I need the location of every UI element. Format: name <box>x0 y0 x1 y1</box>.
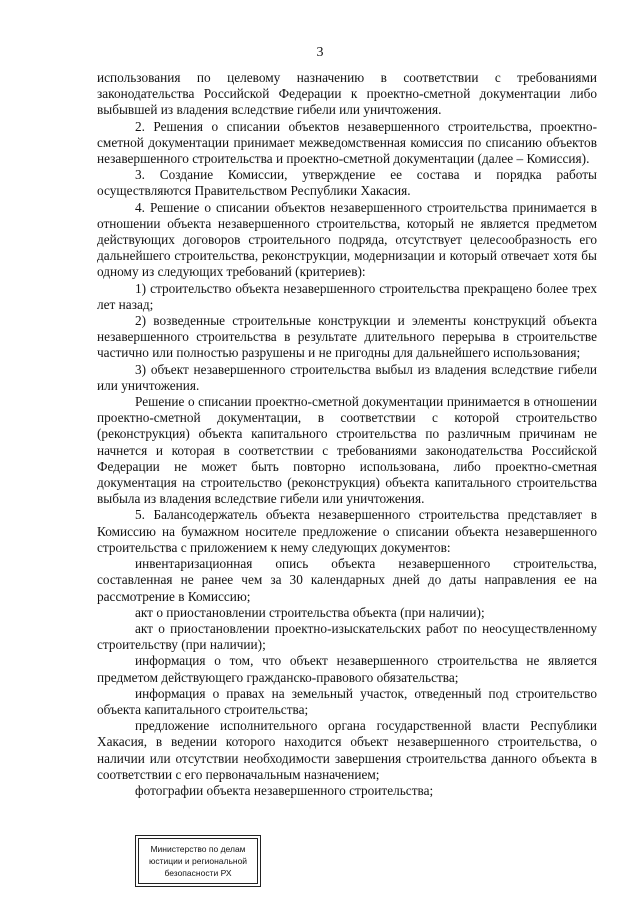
document-list-item: фотографии объекта незавершенного строительства; <box>135 782 434 798</box>
document-list-item: информация о правах на земельный участок, отведенный под строительство объекта капитального строительства; <box>97 685 597 717</box>
criterion-3: 3) объект незавершенного строительства выбыл из владения вследствие гибели или уничтожения. <box>97 361 597 393</box>
stamp-line: Министерство по делам <box>150 844 246 854</box>
paragraph-design-documentation: Решение о списании проектно-сметной документации принимается в отношении проектно-сметной документации, в соответствии с которой строительство (реконструкция) объекта капитального строительства по различным причинам не начнется и которая в соответствии с требованиями законодательства Российской Федерации не может быть повторно использована, либо проектно-сметная документация на строительство (реконструкция) объекта капитального строительства выбыла из владения вследствие гибели или уничтожения. <box>97 394 597 507</box>
stamp-line: безопасности РХ <box>164 868 232 878</box>
paragraph-continuation: использования по целевому назначению в соответствии с требованиями законодательства Российской Федерации к проектно-сметной документации либо выбывшей из владения вследствие гибели или уничтожения. <box>97 70 597 118</box>
stamp-line: юстиции и региональной <box>148 856 248 866</box>
ministry-stamp <box>138 838 258 884</box>
document-list-item: акт о приостановлении строительства объекта (при наличии); <box>135 604 485 620</box>
paragraph-item-5: 5. Балансодержатель объекта незавершенного строительства представляет в Комиссию на бумажном носителе предложение о списании объекта незавершенного строительства с приложением к нему следующих документов: <box>97 507 597 555</box>
page-number: 3 <box>316 45 324 60</box>
paragraph-item-2: 2. Решения о списании объектов незавершенного строительства, проектно-сметной документации принимает межведомственная комиссия по списанию объектов незавершенного строительства и проектно-сметной документации (далее – Комиссия). <box>97 118 597 167</box>
paragraph-item-3: 3. Создание Комиссии, утверждение ее состава и порядка работы осуществляются Правительством Республики Хакасия. <box>97 167 597 199</box>
criterion-1: 1) строительство объекта незавершенного строительства прекращено более трех лет назад; <box>97 280 597 312</box>
document-body <box>97 70 597 799</box>
document-list-item: инвентаризационная опись объекта незавершенного строительства, составленная не ранее чем за 30 календарных дней до даты направления ее на рассмотрение в Комиссию; <box>97 556 597 604</box>
document-list-item: акт о приостановлении проектно-изыскательских работ по неосуществленному строительству (при наличии); <box>97 620 597 653</box>
criterion-2: 2) возведенные строительные конструкции и элементы конструкций объекта незавершенного строительства в результате длительного перерыва в строительстве частично или полностью разрушены и не пригодны для дальнейшего использования; <box>97 313 597 361</box>
document-list-item: информация о том, что объект незавершенного строительства не является предметом действующего гражданско-правового обязательства; <box>97 653 597 685</box>
paragraph-item-4: 4. Решение о списании объектов незавершенного строительства принимается в отношении объекта незавершенного строительства, который не является предметом действующих договоров строительного подряда, отсутствует целесообразность его дальнейшего строительства, реконструкции, модернизации и который отвечает хотя бы одному из следующих требований (критериев): <box>97 199 597 280</box>
document-list-item: предложение исполнительного органа государственной власти Республики Хакасия, в ведении которого находится объект незавершенного строительства, о наличии или отсутствии необходимости завершения строительства данного объекта в соответствии с его первоначальным назначением; <box>97 718 597 782</box>
